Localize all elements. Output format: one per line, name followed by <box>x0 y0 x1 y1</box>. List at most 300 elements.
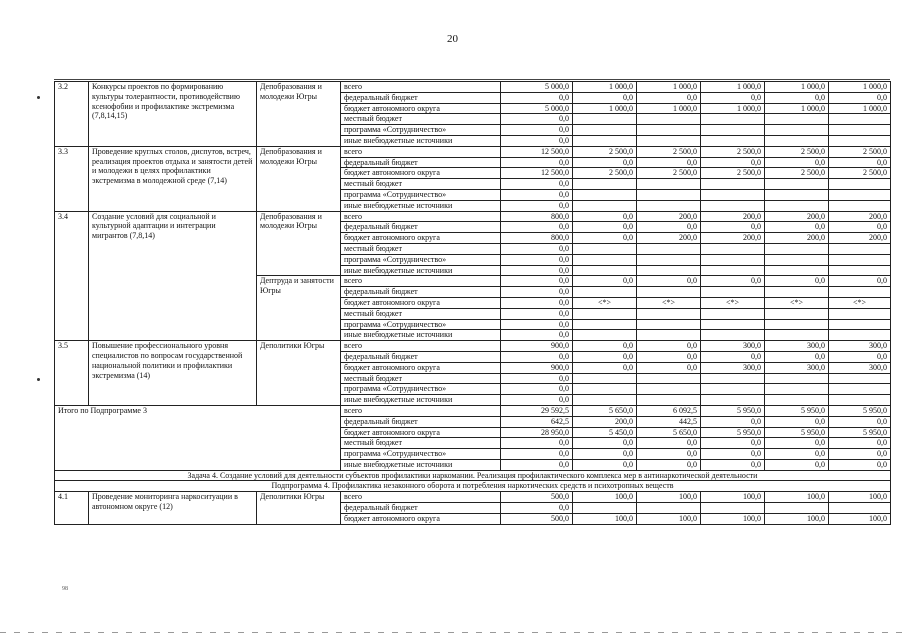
value-cell <box>637 243 701 254</box>
value-cell: 0,0 <box>573 438 637 449</box>
value-cell: 0,0 <box>501 276 573 287</box>
source-label: местный бюджет <box>341 308 501 319</box>
value-cell <box>573 330 637 341</box>
value-cell: 0,0 <box>701 416 765 427</box>
value-cell <box>765 200 829 211</box>
value-cell: 2 500,0 <box>765 168 829 179</box>
value-cell <box>765 319 829 330</box>
source-label: местный бюджет <box>341 243 501 254</box>
value-cell <box>573 373 637 384</box>
source-label: иные внебюджетные источники <box>341 200 501 211</box>
value-cell <box>637 135 701 146</box>
value-cell: 1 000,0 <box>573 103 637 114</box>
executor-name: Депобразования и молодежи Югры <box>257 82 341 147</box>
value-cell: 0,0 <box>501 254 573 265</box>
value-cell: 1 000,0 <box>573 82 637 93</box>
value-cell: 0,0 <box>573 276 637 287</box>
source-label: федеральный бюджет <box>341 351 501 362</box>
value-cell <box>637 179 701 190</box>
value-cell: 1 000,0 <box>765 103 829 114</box>
value-cell <box>573 265 637 276</box>
value-cell <box>701 243 765 254</box>
value-cell: 28 950,0 <box>501 427 573 438</box>
value-cell <box>701 125 765 136</box>
value-cell: 5 450,0 <box>573 427 637 438</box>
value-cell: 100,0 <box>573 513 637 524</box>
page-number: 20 <box>447 33 458 45</box>
source-label: всего <box>341 211 501 222</box>
value-cell: 800,0 <box>501 233 573 244</box>
value-cell <box>573 503 637 514</box>
value-cell: 0,0 <box>829 351 891 362</box>
value-cell: 0,0 <box>501 135 573 146</box>
value-cell: 0,0 <box>501 438 573 449</box>
value-cell: 0,0 <box>501 243 573 254</box>
value-cell <box>573 287 637 298</box>
value-cell: 0,0 <box>501 319 573 330</box>
value-cell <box>573 254 637 265</box>
value-cell: 1 000,0 <box>701 82 765 93</box>
value-cell: 100,0 <box>765 513 829 524</box>
value-cell: 0,0 <box>501 395 573 406</box>
source-label: программа «Сотрудничество» <box>341 189 501 200</box>
value-cell: 0,0 <box>701 449 765 460</box>
value-cell <box>829 125 891 136</box>
source-label: бюджет автономного округа <box>341 513 501 524</box>
value-cell: 0,0 <box>573 222 637 233</box>
value-cell: 0,0 <box>501 308 573 319</box>
section-number: 3.3 <box>55 146 89 211</box>
value-cell: 500,0 <box>501 492 573 503</box>
value-cell <box>637 265 701 276</box>
value-cell: <*> <box>573 297 637 308</box>
value-cell <box>829 265 891 276</box>
value-cell: 1 000,0 <box>765 82 829 93</box>
table-row <box>55 341 891 352</box>
value-cell: 5 950,0 <box>765 405 829 416</box>
section-title: Создание условий для социальной и культурной адаптации и интеграции мигрантов (7,8,14) <box>89 211 257 341</box>
value-cell <box>701 265 765 276</box>
value-cell: 5 950,0 <box>829 405 891 416</box>
value-cell: 0,0 <box>573 92 637 103</box>
value-cell <box>573 135 637 146</box>
table-row <box>55 405 891 416</box>
section-title: Проведение круглых столов, диспутов, встреч, реализация проектов отдыха и занятости детей и молодежи в целях профилактики экстремизма в молодежной среде (7,14) <box>89 146 257 211</box>
value-cell <box>701 373 765 384</box>
value-cell <box>701 395 765 406</box>
value-cell: 0,0 <box>765 416 829 427</box>
value-cell: 2 500,0 <box>829 168 891 179</box>
value-cell <box>829 179 891 190</box>
value-cell: 0,0 <box>573 459 637 470</box>
value-cell: 100,0 <box>829 492 891 503</box>
value-cell: 0,0 <box>501 114 573 125</box>
value-cell <box>573 125 637 136</box>
source-label: местный бюджет <box>341 373 501 384</box>
value-cell <box>637 395 701 406</box>
value-cell <box>765 135 829 146</box>
value-cell <box>765 373 829 384</box>
table-row <box>55 481 891 492</box>
value-cell <box>637 125 701 136</box>
value-cell <box>573 179 637 190</box>
value-cell: 0,0 <box>501 200 573 211</box>
value-cell <box>829 308 891 319</box>
value-cell: 1 000,0 <box>829 82 891 93</box>
source-label: бюджет автономного округа <box>341 297 501 308</box>
value-cell: 12 500,0 <box>501 146 573 157</box>
source-label: программа «Сотрудничество» <box>341 254 501 265</box>
value-cell: 200,0 <box>573 416 637 427</box>
value-cell <box>765 308 829 319</box>
value-cell: 0,0 <box>573 449 637 460</box>
value-cell: 300,0 <box>829 341 891 352</box>
value-cell: 900,0 <box>501 362 573 373</box>
source-label: иные внебюджетные источники <box>341 395 501 406</box>
value-cell: 0,0 <box>637 459 701 470</box>
value-cell: 0,0 <box>701 222 765 233</box>
value-cell <box>829 373 891 384</box>
source-label: бюджет автономного округа <box>341 233 501 244</box>
value-cell: 0,0 <box>829 92 891 103</box>
subprogram-heading: Подпрограмма 4. Профилактика незаконного оборота и потребления наркотических средств и психотропных веществ <box>55 481 891 492</box>
section-title: Повышение профессионального уровня специалистов по вопросам государственной национальной политики и профилактики экстремизма (14) <box>89 341 257 406</box>
value-cell: 0,0 <box>501 189 573 200</box>
margin-dot <box>37 96 40 99</box>
source-label: местный бюджет <box>341 438 501 449</box>
value-cell: 200,0 <box>701 233 765 244</box>
executor-name: Деполитики Югры <box>257 341 341 406</box>
value-cell: 0,0 <box>765 459 829 470</box>
source-label: федеральный бюджет <box>341 287 501 298</box>
value-cell <box>765 384 829 395</box>
table-row <box>55 492 891 503</box>
value-cell <box>701 287 765 298</box>
value-cell <box>701 179 765 190</box>
source-label: бюджет автономного округа <box>341 103 501 114</box>
value-cell: 100,0 <box>637 513 701 524</box>
value-cell: 0,0 <box>637 438 701 449</box>
source-label: программа «Сотрудничество» <box>341 449 501 460</box>
table-row <box>55 82 891 93</box>
executor-name: Депобразования и молодежи Югры <box>257 211 341 276</box>
value-cell <box>765 395 829 406</box>
value-cell <box>829 287 891 298</box>
value-cell <box>829 384 891 395</box>
total-label: Итого по Подпрограмме 3 <box>55 405 341 470</box>
value-cell: 12 500,0 <box>501 168 573 179</box>
value-cell <box>637 287 701 298</box>
section-number: 3.4 <box>55 211 89 341</box>
value-cell: 300,0 <box>765 362 829 373</box>
value-cell: 0,0 <box>501 265 573 276</box>
value-cell <box>701 114 765 125</box>
value-cell: 2 500,0 <box>765 146 829 157</box>
table-row <box>55 211 891 222</box>
value-cell: 800,0 <box>501 211 573 222</box>
value-cell: 5 950,0 <box>765 427 829 438</box>
value-cell: 0,0 <box>501 157 573 168</box>
value-cell <box>701 135 765 146</box>
value-cell: 442,5 <box>637 416 701 427</box>
value-cell <box>701 503 765 514</box>
source-label: всего <box>341 82 501 93</box>
source-label: местный бюджет <box>341 114 501 125</box>
margin-dot <box>37 378 40 381</box>
source-label: федеральный бюджет <box>341 222 501 233</box>
value-cell: 642,5 <box>501 416 573 427</box>
value-cell: 100,0 <box>829 513 891 524</box>
source-label: иные внебюджетные источники <box>341 135 501 146</box>
footer-mark: 98 <box>62 586 68 592</box>
value-cell: 900,0 <box>501 341 573 352</box>
value-cell <box>765 254 829 265</box>
value-cell: 0,0 <box>829 157 891 168</box>
value-cell <box>637 373 701 384</box>
value-cell <box>637 330 701 341</box>
value-cell: 200,0 <box>701 211 765 222</box>
value-cell: 0,0 <box>765 276 829 287</box>
value-cell <box>573 319 637 330</box>
table-row <box>55 146 891 157</box>
source-label: федеральный бюджет <box>341 416 501 427</box>
value-cell <box>573 189 637 200</box>
value-cell: 1 000,0 <box>829 103 891 114</box>
source-label: всего <box>341 276 501 287</box>
value-cell: 0,0 <box>501 449 573 460</box>
value-cell: 0,0 <box>701 351 765 362</box>
value-cell: 0,0 <box>501 503 573 514</box>
value-cell: 200,0 <box>765 211 829 222</box>
value-cell: 0,0 <box>573 362 637 373</box>
value-cell <box>829 200 891 211</box>
value-cell <box>765 330 829 341</box>
value-cell <box>637 308 701 319</box>
value-cell: 0,0 <box>765 438 829 449</box>
value-cell <box>637 189 701 200</box>
value-cell <box>829 395 891 406</box>
value-cell: 0,0 <box>701 459 765 470</box>
value-cell <box>765 243 829 254</box>
value-cell: 0,0 <box>501 125 573 136</box>
value-cell <box>701 308 765 319</box>
value-cell <box>765 503 829 514</box>
value-cell: 100,0 <box>765 492 829 503</box>
value-cell <box>573 243 637 254</box>
value-cell: 5 950,0 <box>701 427 765 438</box>
value-cell: 100,0 <box>573 492 637 503</box>
value-cell: 0,0 <box>501 179 573 190</box>
source-label: федеральный бюджет <box>341 157 501 168</box>
value-cell <box>637 384 701 395</box>
value-cell <box>829 135 891 146</box>
value-cell: 0,0 <box>573 157 637 168</box>
value-cell: 5 000,0 <box>501 103 573 114</box>
value-cell <box>637 114 701 125</box>
value-cell: 0,0 <box>701 157 765 168</box>
value-cell: 500,0 <box>501 513 573 524</box>
value-cell: 0,0 <box>701 438 765 449</box>
value-cell <box>765 125 829 136</box>
value-cell <box>637 254 701 265</box>
value-cell: <*> <box>829 297 891 308</box>
value-cell <box>829 330 891 341</box>
value-cell: 1 000,0 <box>637 103 701 114</box>
value-cell: 0,0 <box>765 222 829 233</box>
value-cell: 0,0 <box>573 211 637 222</box>
value-cell <box>765 179 829 190</box>
source-label: всего <box>341 341 501 352</box>
value-cell: 0,0 <box>765 351 829 362</box>
scan-artifact-line <box>0 632 905 633</box>
value-cell: 0,0 <box>701 276 765 287</box>
value-cell: 0,0 <box>501 351 573 362</box>
source-label: иные внебюджетные источники <box>341 459 501 470</box>
value-cell <box>829 114 891 125</box>
value-cell: <*> <box>637 297 701 308</box>
value-cell: 0,0 <box>501 330 573 341</box>
value-cell: 300,0 <box>701 362 765 373</box>
source-label: иные внебюджетные источники <box>341 265 501 276</box>
value-cell: 0,0 <box>701 92 765 103</box>
task-heading: Задача 4. Создание условий для деятельности субъектов профилактики наркомании. Реализация профилактического комплекса мер в антинаркотической деятельности <box>55 470 891 481</box>
value-cell: 2 500,0 <box>637 168 701 179</box>
value-cell <box>765 265 829 276</box>
section-title: Проведение мониторинга наркоситуации в автономном округе (12) <box>89 492 257 524</box>
value-cell: 5 000,0 <box>501 82 573 93</box>
value-cell: 0,0 <box>829 459 891 470</box>
value-cell <box>829 254 891 265</box>
value-cell: 0,0 <box>765 92 829 103</box>
value-cell: 2 500,0 <box>829 146 891 157</box>
value-cell: 0,0 <box>573 351 637 362</box>
source-label: программа «Сотрудничество» <box>341 384 501 395</box>
value-cell: 300,0 <box>765 341 829 352</box>
top-rule <box>54 79 890 80</box>
value-cell: 2 500,0 <box>701 146 765 157</box>
value-cell: 0,0 <box>501 222 573 233</box>
value-cell <box>573 395 637 406</box>
value-cell: 0,0 <box>501 373 573 384</box>
value-cell: 2 500,0 <box>573 146 637 157</box>
source-label: всего <box>341 405 501 416</box>
source-label: местный бюджет <box>341 179 501 190</box>
source-label: программа «Сотрудничество» <box>341 125 501 136</box>
value-cell: 2 500,0 <box>701 168 765 179</box>
value-cell: 5 650,0 <box>637 427 701 438</box>
source-label: иные внебюджетные источники <box>341 330 501 341</box>
executor-name: Деполитики Югры <box>257 492 341 524</box>
value-cell: 100,0 <box>701 513 765 524</box>
value-cell: 0,0 <box>637 341 701 352</box>
source-label: бюджет автономного округа <box>341 168 501 179</box>
value-cell: 200,0 <box>637 211 701 222</box>
value-cell: 200,0 <box>637 233 701 244</box>
value-cell <box>701 200 765 211</box>
value-cell: 0,0 <box>829 416 891 427</box>
executor-name: Дептруда и занятости Югры <box>257 276 341 341</box>
value-cell <box>573 308 637 319</box>
value-cell: 1 000,0 <box>701 103 765 114</box>
value-cell <box>573 114 637 125</box>
value-cell: 0,0 <box>501 384 573 395</box>
value-cell <box>829 503 891 514</box>
section-number: 3.5 <box>55 341 89 406</box>
table-row <box>55 470 891 481</box>
value-cell: 0,0 <box>637 92 701 103</box>
value-cell <box>573 200 637 211</box>
value-cell <box>701 189 765 200</box>
value-cell <box>829 243 891 254</box>
source-label: бюджет автономного округа <box>341 427 501 438</box>
source-label: бюджет автономного округа <box>341 362 501 373</box>
value-cell: 2 500,0 <box>573 168 637 179</box>
value-cell: 5 950,0 <box>829 427 891 438</box>
source-label: всего <box>341 492 501 503</box>
section-number: 4.1 <box>55 492 89 524</box>
value-cell: 0,0 <box>829 438 891 449</box>
executor-name: Депобразования и молодежи Югры <box>257 146 341 211</box>
value-cell <box>701 384 765 395</box>
value-cell: 0,0 <box>829 222 891 233</box>
value-cell <box>573 384 637 395</box>
section-title: Конкурсы проектов по формированию культуры толерантности, противодействию ксенофобии и профилактике экстремизма (7,8,14,15) <box>89 82 257 147</box>
value-cell: 0,0 <box>501 297 573 308</box>
value-cell <box>637 319 701 330</box>
value-cell <box>829 319 891 330</box>
value-cell: 200,0 <box>829 211 891 222</box>
value-cell: 100,0 <box>637 492 701 503</box>
section-number: 3.2 <box>55 82 89 147</box>
value-cell: 200,0 <box>765 233 829 244</box>
value-cell: 0,0 <box>637 157 701 168</box>
value-cell: 300,0 <box>829 362 891 373</box>
value-cell: 0,0 <box>637 222 701 233</box>
value-cell: <*> <box>765 297 829 308</box>
value-cell: 0,0 <box>637 449 701 460</box>
value-cell: 300,0 <box>701 341 765 352</box>
value-cell: 0,0 <box>829 449 891 460</box>
value-cell: 6 092,5 <box>637 405 701 416</box>
value-cell: 0,0 <box>765 157 829 168</box>
value-cell: 0,0 <box>573 341 637 352</box>
value-cell: 0,0 <box>501 92 573 103</box>
value-cell: 100,0 <box>701 492 765 503</box>
value-cell: 29 592,5 <box>501 405 573 416</box>
value-cell <box>701 319 765 330</box>
value-cell: 0,0 <box>573 233 637 244</box>
value-cell: 1 000,0 <box>637 82 701 93</box>
value-cell <box>637 200 701 211</box>
value-cell <box>765 287 829 298</box>
source-label: федеральный бюджет <box>341 503 501 514</box>
value-cell: 0,0 <box>829 276 891 287</box>
value-cell: 5 950,0 <box>701 405 765 416</box>
value-cell: 0,0 <box>637 362 701 373</box>
value-cell: 200,0 <box>829 233 891 244</box>
value-cell: 2 500,0 <box>637 146 701 157</box>
value-cell <box>765 114 829 125</box>
value-cell: 0,0 <box>501 287 573 298</box>
value-cell <box>637 503 701 514</box>
value-cell: 0,0 <box>637 351 701 362</box>
source-label: программа «Сотрудничество» <box>341 319 501 330</box>
value-cell <box>701 254 765 265</box>
value-cell: 5 650,0 <box>573 405 637 416</box>
value-cell: 0,0 <box>765 449 829 460</box>
value-cell <box>829 189 891 200</box>
source-label: федеральный бюджет <box>341 92 501 103</box>
